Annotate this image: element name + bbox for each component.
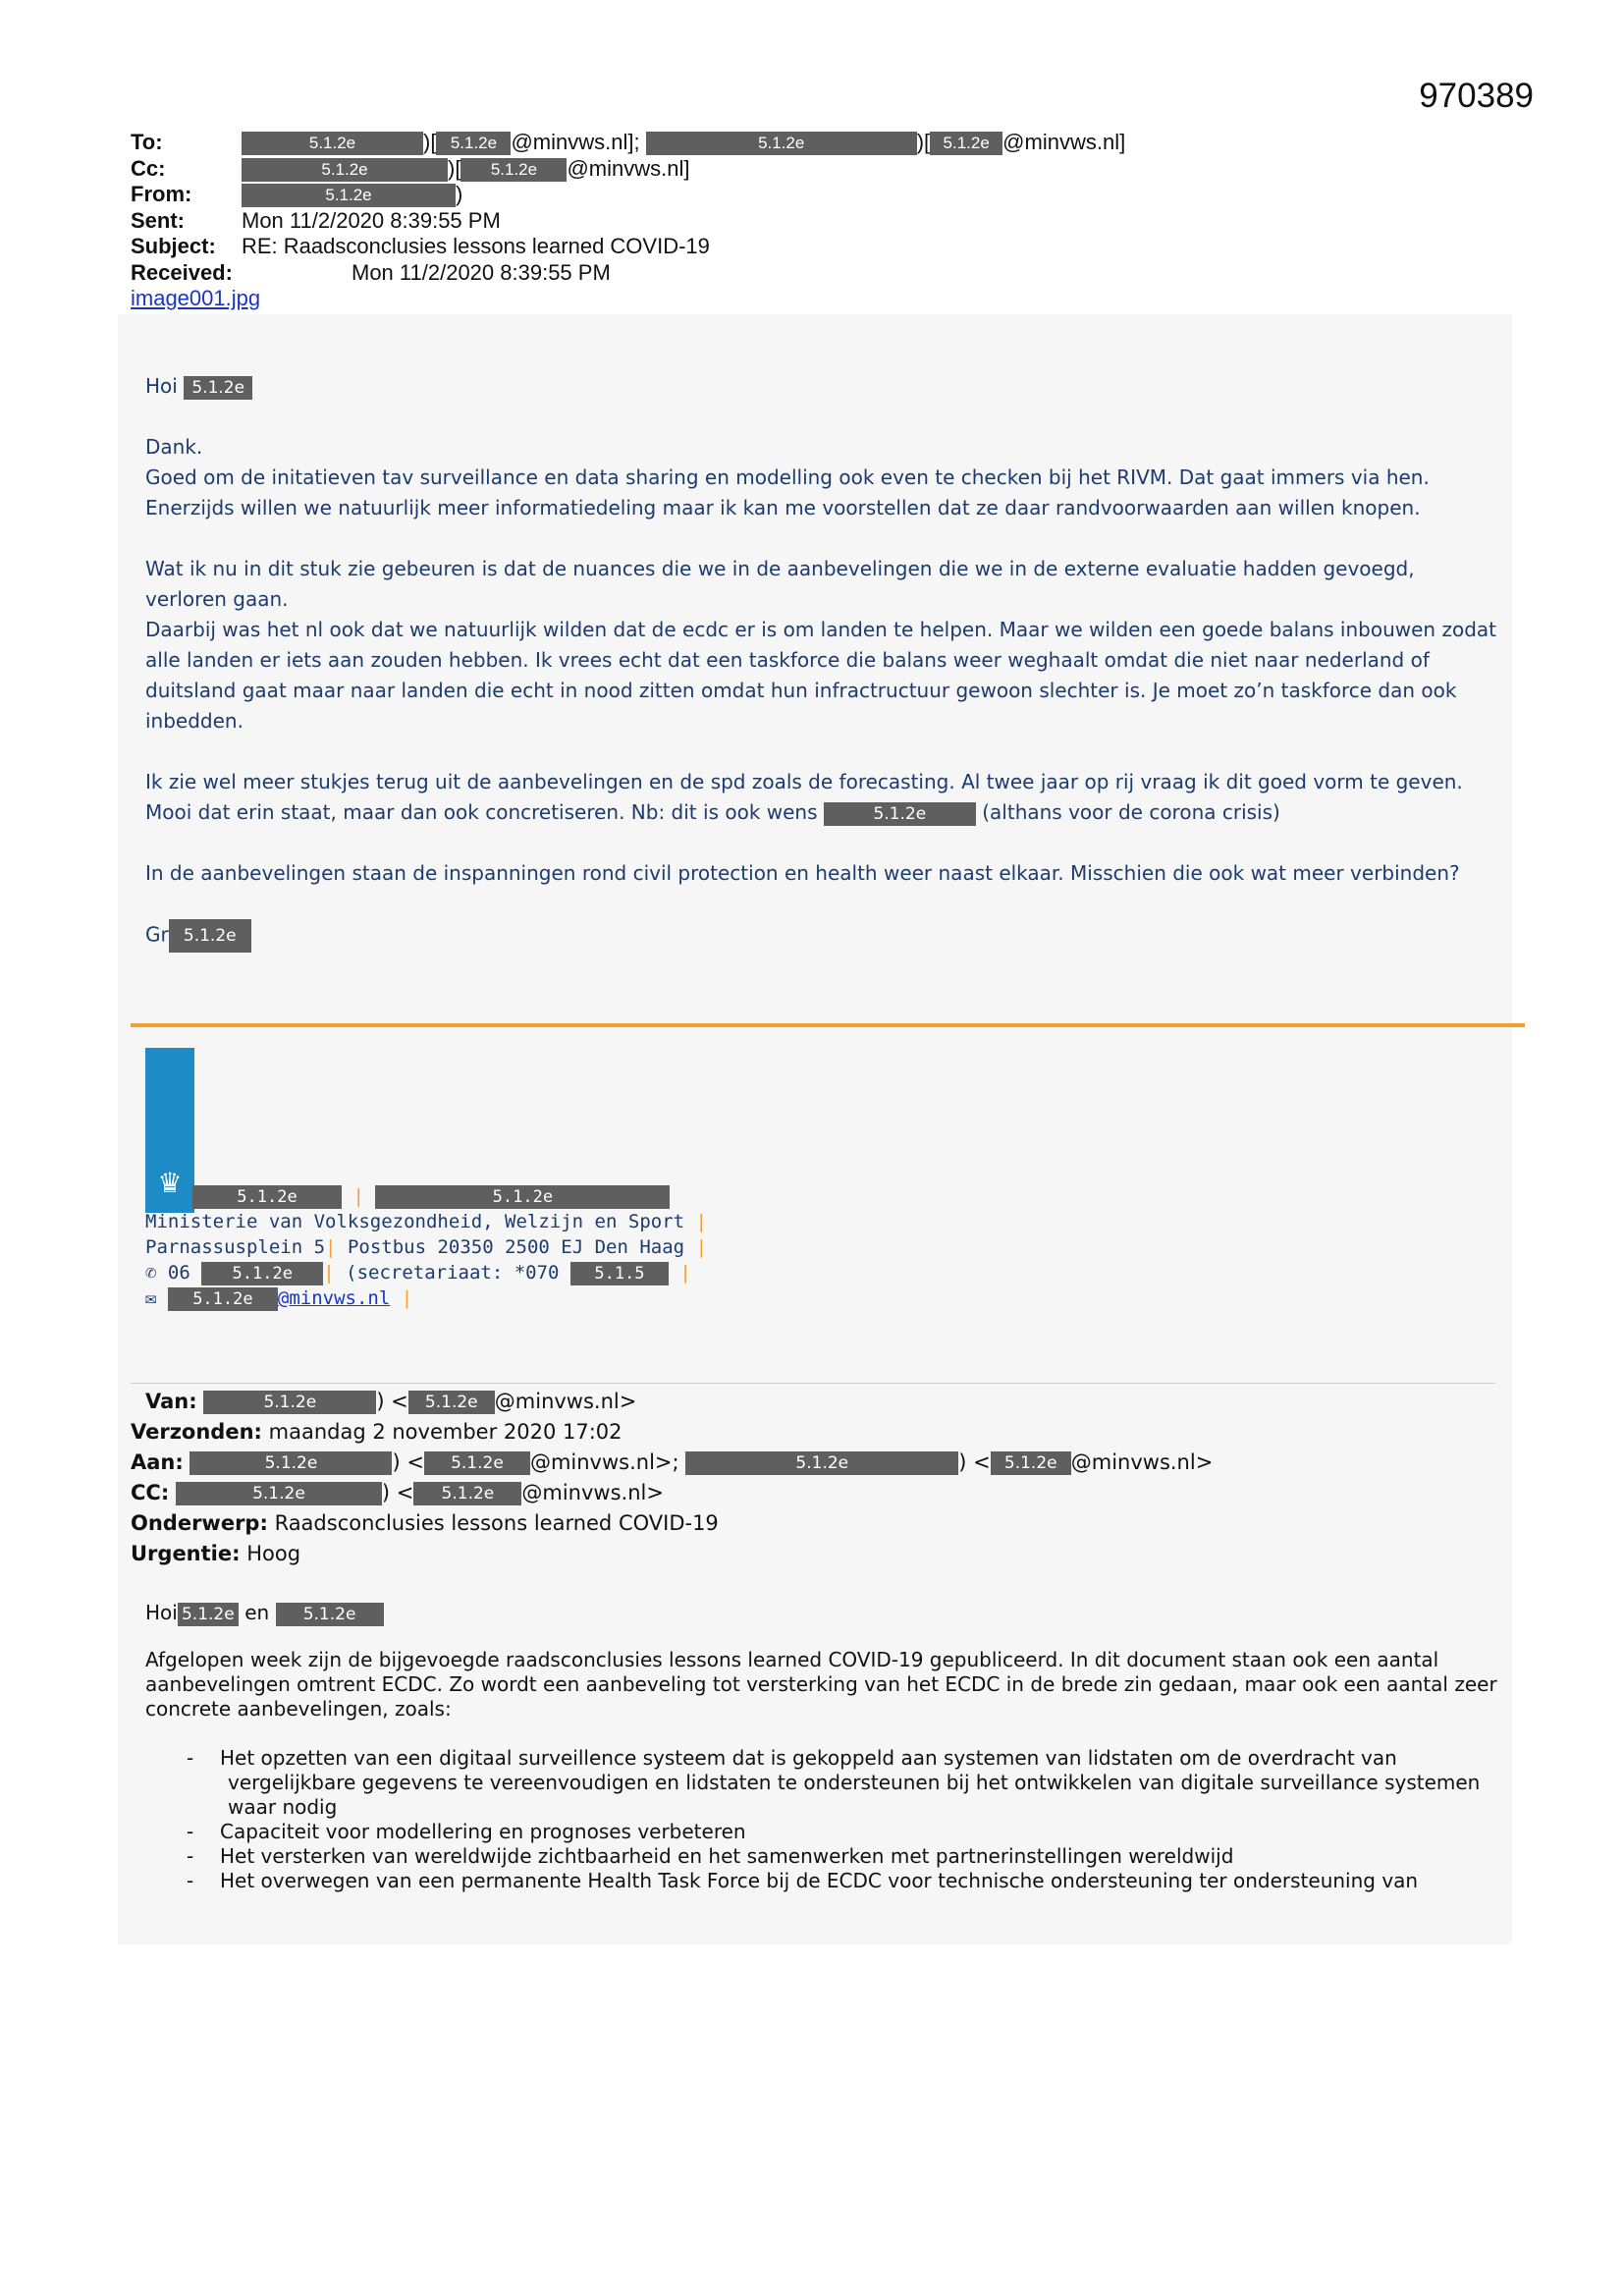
email-link[interactable]: @minvws.nl xyxy=(277,1287,391,1309)
cc-label: Cc: xyxy=(131,155,166,181)
recommendation-list xyxy=(145,1746,1500,1893)
from-label: From: xyxy=(131,182,192,206)
redaction-box: 5.1.2e xyxy=(242,158,448,182)
redaction-box: 5.1.2e xyxy=(178,1603,239,1626)
to-row: To: 5.1.2e )[ 5.1.2e @minvws.nl]; 5.1.2e )[ 5.1.2e @minvws.nl] xyxy=(131,130,1126,154)
redaction-box: 5.1.2e xyxy=(192,1185,342,1209)
redaction-box: 5.1.2e xyxy=(184,376,252,400)
redaction-box: 5.1.2e xyxy=(991,1451,1071,1475)
subject-row xyxy=(131,234,1525,260)
phone-icon: ✆ xyxy=(145,1262,157,1284)
received-value: Mon 11/2/2020 8:39:55 PM xyxy=(352,259,611,285)
subject-value: RE: Raadsconclusies lessons learned COVID-19 xyxy=(242,234,710,258)
redaction-box: 5.1.2e xyxy=(685,1451,958,1475)
attachment-row xyxy=(131,286,1525,312)
cc-row: CC: 5.1.2e ) < 5.1.2e @minvws.nl> xyxy=(131,1481,664,1504)
reply-paragraph: Daarbij was het nl ook dat we natuurlijk wilden dat de ecdc er is om landen te helpen. Maar we wilden een goede balans inbouwen zodat alle landen er iets aan zouden hebben. Ik vrees echt dat een taskforce die balans weer weghaalt omdat die niet naar nederland of duitsland gaat maar naar landen die echt in nood zitten omdat hun infractructuur gewoon slechter is. Je moet zo’n taskforce dan ook inbedden. xyxy=(145,618,1496,733)
email-header xyxy=(131,130,1525,312)
van-row: Van: 5.1.2e ) < 5.1.2e @minvws.nl> xyxy=(145,1390,637,1413)
forward-divider xyxy=(131,1383,1495,1384)
sent-label: Sent: xyxy=(131,207,185,233)
redaction-box: 5.1.2e xyxy=(276,1603,384,1626)
redaction-box: 5.1.2e xyxy=(460,158,567,182)
list-item: - Capaciteit voor modellering en prognoses verbeteren xyxy=(187,1819,746,1843)
to-label: To: xyxy=(131,130,163,154)
signature-divider xyxy=(131,1023,1525,1027)
reply-paragraph: Ik zie wel meer stukjes terug uit de aanbevelingen en de spd zoals de forecasting. Al twee jaar op rij vraag ik dit goed vorm te geven. Mooi dat erin staat, maar dan ook concretiseren. Nb: dit is ook wens 5.1.2e (althans voor de corona crisis) xyxy=(145,770,1463,824)
reply-paragraph: In de aanbevelingen staan de inspanningen rond civil protection en health weer naast elkaar. Misschien die ook wat meer verbinden? xyxy=(145,861,1460,885)
redaction-box: 5.1.2e xyxy=(408,1391,495,1414)
list-item: - Het overwegen van een permanente Health Task Force bij de ECDC voor technische ondersteuning ter ondersteuning van xyxy=(187,1868,1419,1892)
reply-closing: Gr 5.1.2e xyxy=(145,919,1500,953)
redaction-box: 5.1.2e xyxy=(168,1287,278,1311)
reply-body xyxy=(145,371,1500,953)
from-row: From: 5.1.2e ) xyxy=(131,182,463,206)
crest-icon: ♛ xyxy=(157,1168,183,1198)
original-greeting: Hoi 5.1.2e en 5.1.2e xyxy=(145,1601,1500,1626)
redaction-box: 5.1.2e xyxy=(169,919,251,953)
subject-label: Subject: xyxy=(131,234,216,258)
sent-value: Mon 11/2/2020 8:39:55 PM xyxy=(242,207,501,233)
sent-row xyxy=(131,208,1525,235)
redaction-box: 5.1.2e xyxy=(424,1451,530,1475)
original-body xyxy=(145,1601,1500,1893)
ministry-name: Ministerie van Volksgezondheid, Welzijn en Sport xyxy=(145,1211,685,1232)
reply-paragraph: Goed om de initatieven tav surveillance en data sharing en modelling ook even te checken bij het RIVM. Dat gaat immers via hen. Enerzijds willen we natuurlijk meer informatiedeling maar ik kan me voorstellen dat ze daar randvoorwaarden aan willen knopen. xyxy=(145,465,1430,519)
redaction-box: 5.1.2e xyxy=(242,132,423,155)
redaction-box: 5.1.2e xyxy=(646,132,917,155)
reply-paragraph: Wat ik nu in dit stuk zie gebeuren is dat de nuances die we in de aanbevelingen die we in de externe evaluatie hadden gevoegd, verloren gaan. xyxy=(145,557,1415,611)
attachment-link[interactable]: image001.jpg xyxy=(131,286,261,310)
redaction-box: 5.1.2e xyxy=(176,1482,382,1505)
received-label: Received: xyxy=(131,259,233,285)
verzonden-row: Verzonden: maandag 2 november 2020 17:02 xyxy=(131,1420,623,1444)
reply-paragraph: Dank. xyxy=(145,435,203,459)
received-row xyxy=(131,260,1525,287)
redaction-box: 5.1.2e xyxy=(413,1482,521,1505)
redaction-box: 5.1.2e xyxy=(242,184,456,207)
email-signature: 5.1.2e | 5.1.2e Ministerie van Volksgezondheid, Welzijn en Sport | Parnassusplein 5| Postbus 20350 2500 EJ Den Haag | ✆ 06 5.1.2e | (secretariaat: *070 5.1.5 | ✉ 5.1.2e @minvws.nl | xyxy=(145,1185,708,1309)
list-item: - Het versterken van wereldwijde zichtbaarheid en het samenwerken met partnerinstellingen wereldwijd xyxy=(187,1843,1234,1868)
redaction-box: 5.1.2e xyxy=(375,1185,670,1209)
document-id: 970389 xyxy=(1419,77,1534,115)
onderwerp-row: Onderwerp: Raadsconclusies lessons learned COVID-19 xyxy=(131,1511,719,1535)
redaction-box: 5.1.2e xyxy=(201,1262,323,1285)
redaction-box: 5.1.2e xyxy=(436,132,511,155)
redaction-box: 5.1.2e xyxy=(824,802,976,826)
list-item: - Het opzetten van een digitaal surveillence systeem dat is gekoppeld aan systemen van lidstaten om de overdracht van vergelijkbare gegevens te vereenvoudigen en lidstaten te ondersteunen bij het ontwikkelen van digitale surveillance systemen waar nodig xyxy=(187,1745,1481,1819)
redaction-box: 5.1.2e xyxy=(930,132,1002,155)
redaction-box: 5.1.2e xyxy=(189,1451,392,1475)
reply-greeting: Hoi 5.1.2e xyxy=(145,371,1500,402)
envelope-icon: ✉ xyxy=(145,1287,157,1309)
cc-row: Cc: 5.1.2e )[ 5.1.2e @minvws.nl] xyxy=(131,155,690,181)
redaction-box: 5.1.2e xyxy=(203,1391,376,1414)
urgentie-row: Urgentie: Hoog xyxy=(131,1542,301,1565)
original-intro: Afgelopen week zijn de bijgevoegde raadsconclusies lessons learned COVID-19 gepubliceerd. In dit document staan ook een aantal aanbevelingen omtrent ECDC. Zo wordt een aanbeveling tot versterking van het ECDC in de brede zin gedaan, maar ook een aantal zeer concrete aanbevelingen, zoals: xyxy=(145,1647,1497,1721)
aan-row: Aan: 5.1.2e ) < 5.1.2e @minvws.nl>; 5.1.2e ) < 5.1.2e @minvws.nl> xyxy=(131,1450,1214,1474)
redaction-box: 5.1.5 xyxy=(570,1262,669,1285)
forwarded-header xyxy=(131,1387,1213,1569)
